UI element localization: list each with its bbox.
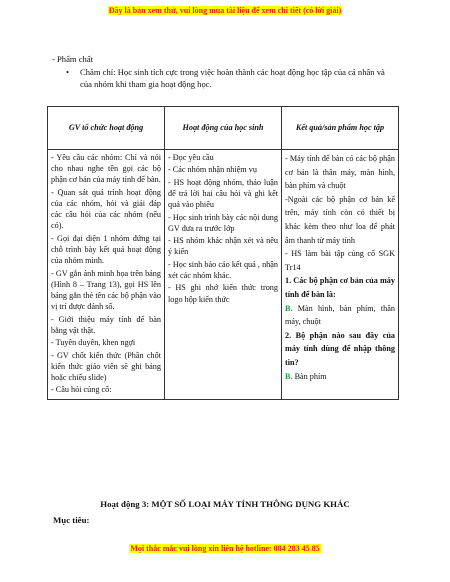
list-item: - Tuyên duyên, khen ngợi xyxy=(51,338,136,348)
hotline-banner-text: Mọi thắc mắc vui lòng xin liên hệ hotline: 084 283 45 85 xyxy=(130,544,320,553)
table-header-row xyxy=(48,107,399,150)
teacher-activity-cell xyxy=(48,150,165,400)
objective-label: Mục tiêu: xyxy=(53,515,90,525)
preview-banner-text: Đây là bản xem thử, vui lòng mua tài liệu để xem chi tiết (có lời giải) xyxy=(108,6,342,15)
question-1: 1. Các bộ phận cơ bản của máy tính để bàn là: xyxy=(285,276,395,299)
table-row xyxy=(48,150,399,400)
activity-title: Hoạt động 3: MỘT SỐ LOẠI MÁY TÍNH THÔNG DỤNG KHÁC xyxy=(100,499,350,509)
question-2: 2. Bộ phận nào sau đây của máy tính dùng để nhập thông tin? xyxy=(285,330,395,367)
student-activity-cell xyxy=(165,150,282,400)
header-teacher-activity: GV tổ chức hoạt động xyxy=(48,107,165,150)
answer-1-text: Màn hình, bàn phím, thân máy, chuột xyxy=(285,303,395,327)
answer-1 xyxy=(285,302,395,329)
list-item: - Gọi đại diện 1 nhóm đứng tại chỗ trình bày kết quả hoạt động của nhóm mình. xyxy=(51,233,161,266)
list-item: -Ngoài các bộ phận cơ bản kể trên, máy tính còn có thiết bị khác kèm theo như loa để phát âm thanh từ máy tính xyxy=(285,194,395,245)
list-item: - Máy tính để bàn có các bộ phận cơ bản là thân máy, màn hình, bàn phím và chuột xyxy=(285,154,395,191)
section-heading: - Phẩm chất xyxy=(52,54,94,64)
list-item: - HS làm bài tập củng cố SGK Tr14 xyxy=(285,249,395,272)
list-item: - Quan sát quá trình hoạt động của các nhóm, hỏi và giải đáp các câu hỏi của các nhóm (nếu có). xyxy=(51,187,161,231)
list-item: - GV chốt kiến thức (Phần chốt kiến thức giáo viên sẽ ghi bảng hoặc chiếu slide) xyxy=(51,350,161,382)
header-learning-outcome-text: Kết quả/sản phẩm học tập xyxy=(295,123,385,133)
bullet-text: Chăm chỉ: Học sinh tích cực trong việc hoàn thành các hoạt động học tập của cá nhân và của nhóm khi tham gia hoạt động học. xyxy=(80,67,385,89)
list-item: - Học sinh trình bày các nội dung GV đưa ra trước lớp xyxy=(168,212,278,233)
list-item: - Đọc yêu cầu xyxy=(168,153,214,162)
list-item: - Các nhóm nhận nhiệm vụ xyxy=(168,165,257,175)
list-item: - HS hoạt động nhóm, thảo luận để trả lời hai câu hỏi và ghi kết quả vào phiếu xyxy=(168,177,278,210)
list-item: - HS ghi nhớ kiến thức trong logo hộp kiến thức xyxy=(168,283,278,304)
bullet-icon: • xyxy=(66,67,70,77)
list-item: - HS nhóm khác nhận xét và nêu ý kiến xyxy=(168,236,278,257)
hotline-banner xyxy=(0,544,450,553)
learning-outcome-cell xyxy=(282,150,399,400)
list-item: - Câu hỏi củng cố: xyxy=(51,385,112,395)
header-learning-outcome xyxy=(282,107,399,150)
answer-2-label: B. xyxy=(285,371,293,381)
preview-banner xyxy=(0,6,450,15)
header-student-activity: Hoạt động của học sinh xyxy=(165,107,282,150)
answer-2 xyxy=(285,370,395,384)
answer-2-text: Bàn phím xyxy=(292,371,327,381)
answer-1-label: B. xyxy=(285,303,293,313)
list-item: - Học sinh báo cáo kết quả , nhận xét các nhóm khác. xyxy=(168,259,278,280)
list-item: - GV gắn ảnh minh họa trên bảng (Hình 8 – Trang 13), gọi HS lên bảng gắn thẻ tên các bộ phận vào vị trí được đánh số. xyxy=(51,268,161,312)
list-item: - Yêu cầu các nhóm: Chỉ và nói cho nhau nghe tên gọi các bộ phận cơ bản của máy tính để bàn. xyxy=(51,153,161,185)
list-item: - Giới thiệu máy tính để bàn bằng vật thật. xyxy=(51,314,161,335)
lesson-table xyxy=(47,106,399,400)
